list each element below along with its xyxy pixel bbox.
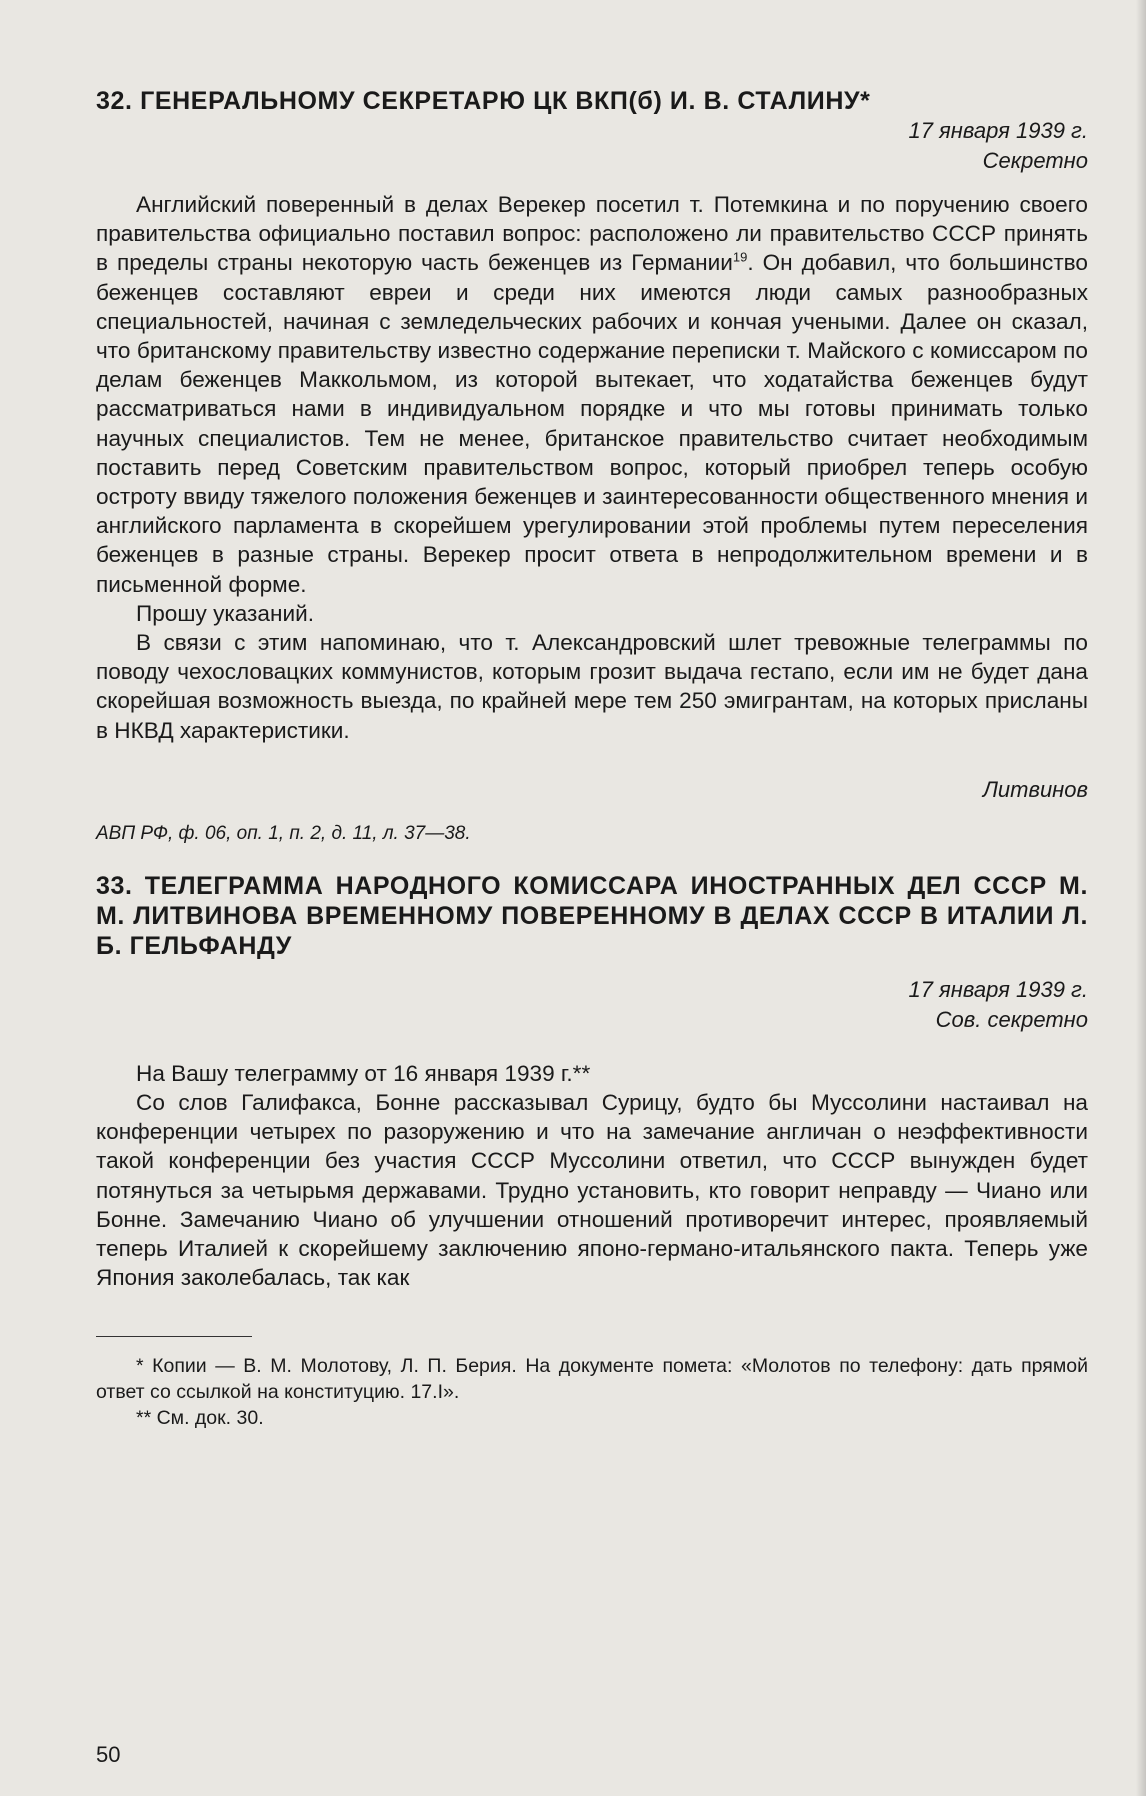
doc33-heading: 33. ТЕЛЕГРАММА НАРОДНОГО КОМИССАРА ИНОСТРАННЫХ ДЕЛ СССР М. М. ЛИТВИНОВА ВРЕМЕННОМУ ПОВЕРЕННОМУ В ДЕЛАХ СССР В ИТАЛИИ Л. Б. ГЕЛЬФАНДУ — [96, 871, 1088, 960]
doc32-paragraph-1 — [96, 190, 1088, 599]
doc32-paragraph-3: В связи с этим напоминаю, что т. Александровский шлет тревожные телеграммы по поводу чехословацких коммунистов, которым грозит выдача гестапо, если им не будет дана скорейшая возможность выезда, по крайней мере тем 250 эмигрантам, на которых присланы в НКВД характеристики. — [96, 630, 1088, 743]
doc33-classification: Сов. секретно — [935, 1006, 1088, 1032]
doc32-body — [96, 190, 1088, 745]
doc32-paragraph-2: Прошу указаний. — [136, 600, 314, 626]
doc32-paragraph-1-text-b: . Он добавил, что большинство беженцев составляют евреи и среди них имеются люди самых разнообразных специальностей, начиная с земледельческих рабочих и кончая учеными. Далее он сказал, что британскому правительству известно содержание переписки т. Майского с комиссаром по делам беженцев Маккольмом, из которой вытекает, что ходатайства беженцев будут рассматриваться нами в индивидуальном порядке и что мы готовы принимать только научных специалистов. Тем не менее, британское правительство считает необходимым поставить перед Советским правительством вопрос, который приобрел теперь особую остроту ввиду тяжелого положения беженцев и заинтересованности общественного мнения и английского парламента в скорейшем урегулировании этой проблемы путем переселения беженцев в разные страны. Верекер просит ответа в непродолжительном времени и в письменной форме. — [96, 250, 1088, 597]
doc33-date: 17 января 1939 г. — [908, 976, 1088, 1002]
doc32-classification: Секретно — [982, 148, 1088, 173]
page-edge-shadow — [1136, 0, 1146, 1796]
doc32-signature: Литвинов — [982, 776, 1088, 802]
footnote-ref-19: 19 — [732, 249, 748, 265]
document-page — [96, 76, 1088, 1431]
doc32-archive-reference: АВП РФ, ф. 06, оп. 1, п. 2, д. 11, л. 37—38. — [96, 822, 471, 844]
doc33-body — [96, 1059, 1088, 1293]
footnote-divider — [96, 1336, 252, 1337]
footnotes — [96, 1353, 1088, 1431]
footnote-1: * Копии — В. М. Молотову, Л. П. Берия. На документе помета: «Молотов по телефону: дать прямой ответ со ссылкой на конституцию. 17.I». — [96, 1355, 1088, 1404]
doc32-heading: 32. ГЕНЕРАЛЬНОМУ СЕКРЕТАРЮ ЦК ВКП(б) И. В. СТАЛИНУ* — [96, 87, 871, 115]
doc32-date: 17 января 1939 г. — [908, 118, 1088, 143]
doc32-paragraph-1-text-a: Английский поверенный в делах Верекер посетил т. Потемкина и по поручению своего правительства официально поставил вопрос: расположено ли правительство СССР принять в пределы страны некоторую часть беженцев из Германии — [96, 192, 1088, 276]
footnote-2: ** См. док. 30. — [136, 1407, 264, 1430]
doc33-paragraph-1: На Вашу телеграмму от 16 января 1939 г.** — [136, 1060, 591, 1086]
doc33-paragraph-2: Со слов Галифакса, Бонне рассказывал Сурицу, будто бы Муссолини настаивал на конференции четырех по разоружению и что на замечание англичан о неэффективности такой конференции без участия СССР Муссолини ответил, что СССР вынужден будет потянуться за четырьмя державами. Трудно установить, кто говорит неправду — Чиано или Бонне. Замечанию Чиано об улучшении отношений противоречит интерес, проявляемый теперь Италией к скорейшему заключению японо-германо-итальянского пакта. Теперь уже Япония заколебалась, так как — [96, 1090, 1088, 1291]
page-number: 50 — [96, 1742, 121, 1767]
